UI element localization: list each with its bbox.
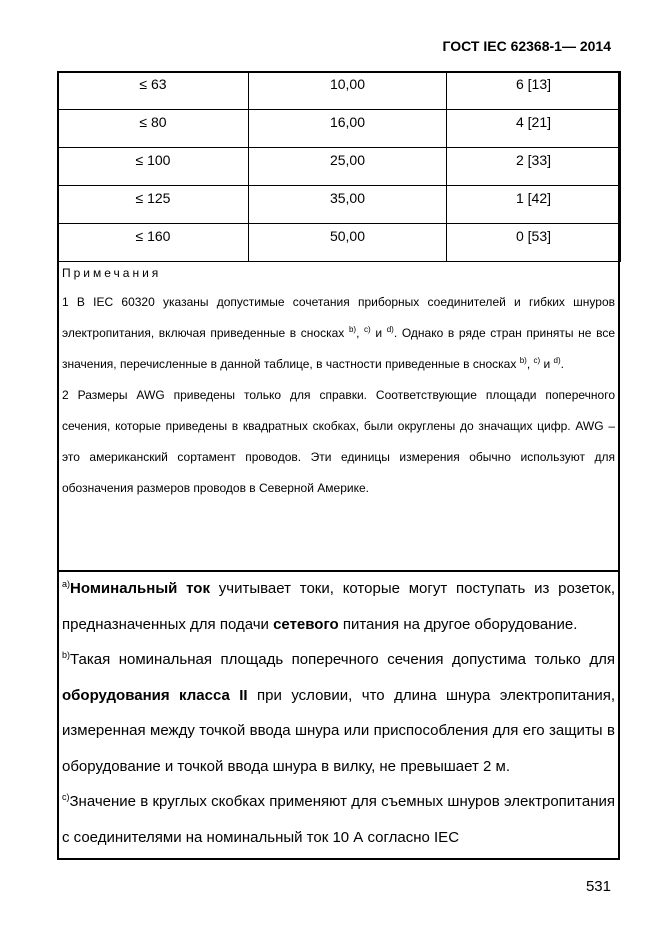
notes-title: Примечания (62, 266, 162, 280)
footnote-ref-c: c) (364, 325, 371, 334)
footnote-b-text: Такая номинальная площадь поперечного сечения допустима только для (70, 651, 615, 668)
note-1-end: . (560, 357, 564, 371)
rated-current-cell: ≤ 100 (58, 148, 249, 186)
note-2: 2 Размеры AWG приведены только для справки. Соответствующие площади поперечного сечения, которые приведены в квадратных скобках, были округлены до значащих цифр. AWG – это американский сортамент проводов. Эти единицы измерения обычно используют для обозначения размеров проводов в Северной Америке. (62, 388, 615, 495)
cross-section-cell: 10,00 (249, 72, 447, 110)
table-notes (62, 265, 615, 504)
separator: , (356, 326, 365, 340)
table-row (58, 110, 621, 148)
footnote-a-text-2: питания на другое оборудование. (338, 615, 578, 633)
rated-current-cell: ≤ 125 (58, 186, 249, 224)
footnote-b-term: оборудования класса II (62, 686, 248, 704)
awg-cell: 0 [53] (447, 224, 621, 262)
table-row (58, 186, 621, 224)
footnote-ref-b: b) (519, 356, 527, 365)
cross-section-cell: 35,00 (249, 186, 447, 224)
table-footnotes (62, 571, 615, 855)
footnote-a-text: учитывает токи, которые могут поступать из розеток, предназначенных для подачи (62, 580, 615, 633)
note-1-text-continued: . Однако в ряде стран приняты не все значения, перечисленные в данной таблице, в частности приведенные в сносках (62, 326, 616, 371)
rated-current-cell: ≤ 63 (58, 72, 249, 110)
separator: , (526, 357, 534, 371)
footnote-mark-a: a) (62, 579, 71, 589)
note-1 (62, 287, 615, 380)
cord-size-table (57, 71, 621, 262)
rated-current-cell: ≤ 80 (58, 110, 249, 148)
awg-cell: 4 [21] (447, 110, 621, 148)
footnote-mark-c: c) (62, 792, 70, 802)
footnote-a-term: Номинальный ток (70, 580, 210, 597)
footnote-ref-d: d) (386, 325, 394, 334)
footnote-mark-b: b) (62, 650, 71, 660)
footnote-b-text-2: при условии, что длина шнура электропитания, измеренная между точкой ввода шнура или приспособления для его защиты в оборудование и точкой ввода шнура в вилку, не превышает 2 м. (62, 686, 615, 775)
table-row (58, 72, 621, 110)
awg-cell: 6 [13] (447, 72, 621, 110)
footnote-a (62, 571, 615, 642)
footnote-a-term-2: сетевого (273, 615, 339, 633)
footnote-ref-c: c) (533, 356, 541, 365)
awg-cell: 2 [33] (447, 148, 621, 186)
footnote-ref-b: b) (348, 325, 357, 334)
conjunction: и (540, 357, 554, 371)
document-code-header: ГОСТ IEC 62368-1— 2014 (442, 38, 611, 54)
footnote-b (62, 642, 615, 784)
page-number: 531 (585, 878, 611, 895)
awg-cell: 1 [42] (447, 186, 621, 224)
cross-section-cell: 50,00 (249, 224, 447, 262)
conjunction: и (370, 326, 387, 340)
table-row (58, 224, 621, 262)
rated-current-cell: ≤ 160 (58, 224, 249, 262)
cross-section-cell: 25,00 (249, 148, 447, 186)
footnote-ref-d: d) (553, 356, 561, 365)
table-row (58, 148, 621, 186)
footnote-c (62, 784, 615, 855)
note-1-text: 1 В IEC 60320 указаны допустимые сочетания приборных соединителей и гибких шнуров электропитания, включая приведенные в сносках (62, 295, 615, 340)
footnote-c-text: Значение в круглых скобках применяют для съемных шнуров электропитания с соединителями на номинальный ток 10 А согласно IEC (62, 793, 615, 846)
cross-section-cell: 16,00 (249, 110, 447, 148)
